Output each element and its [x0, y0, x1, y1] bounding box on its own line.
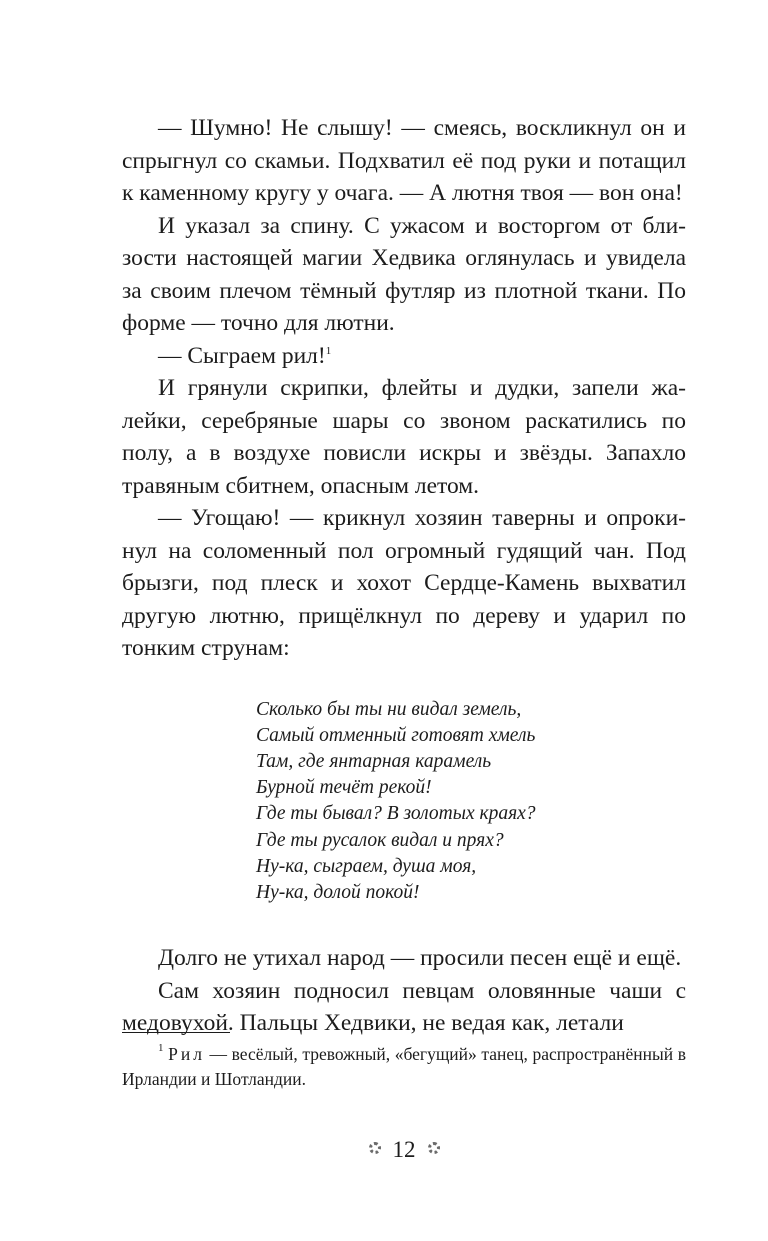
verse-line: Сколько бы ты ни видал земель,	[256, 698, 522, 720]
verse-line: Бурной течёт рекой!	[256, 777, 432, 799]
verse-line: Ну-ка, долой покой!	[256, 881, 420, 903]
verse-line: Где ты русалок видал и прях?	[256, 829, 504, 851]
paragraph: Долго не утихал народ — просили песен ещё и ещё.	[158, 945, 682, 972]
footnote-divider	[122, 1032, 230, 1033]
page-footer	[0, 1136, 768, 1164]
footnote-text: — весёлый, тревожный, «бегущий» танец, распространённый в Ирландии и Шотландии.	[122, 1044, 687, 1089]
closing-text	[122, 942, 686, 1040]
paragraph	[122, 340, 686, 373]
paragraph: Сам хозяин подносил певцам оловянные чаши с медовухой. Пальцы Хедвики, не ведая как, летали	[122, 977, 686, 1037]
footnote-term: Рил	[168, 1044, 205, 1064]
verse-line: Там, где янтарная карамель	[256, 750, 492, 772]
paragraph: И грянули скрипки, флейты и дудки, запели жалейки, серебряные шары со звоном раскатились по полу, а в воздухе повисли искры и звёзды. Запахло травяным сбитнем, опасным летом.	[122, 375, 686, 499]
reel-line: — Сыграем рил!	[158, 342, 326, 369]
paragraph: — Шумно! Не слышу! — смеясь, воскликнул он и спрыгнул со скамьи. Подхватил её под руки и потащил к каменному кругу у очага. — А лютня твоя — вон она!	[122, 115, 686, 206]
page-body	[122, 112, 686, 1040]
ornament-right-icon	[428, 1142, 440, 1154]
paragraph: И указал за спину. С ужасом и восторгом от близости настоящей магии Хедвика оглянулась и увидела за своим плечом тёмный футляр из плотной ткани. По форме — точно для лютни.	[122, 212, 686, 336]
song-verse	[256, 697, 686, 907]
footnote-reference[interactable]: 1	[325, 344, 332, 357]
verse-line: Самый отменный готовят хмель	[256, 724, 536, 746]
verse-line: Ну-ка, сыграем, душа моя,	[256, 855, 477, 877]
footnote	[122, 1042, 686, 1092]
main-text	[122, 112, 686, 665]
footnote-mark: 1	[158, 1042, 164, 1054]
verse-line: Где ты бывал? В золотых краях?	[256, 803, 536, 825]
page-number: 12	[392, 1137, 416, 1162]
ornament-left-icon	[369, 1142, 381, 1154]
paragraph: — Угощаю! — крикнул хозяин таверны и опрокинул на соломенный пол огромный гудящий чан. Под брызги, под плеск и хохот Сердце-Камень выхватил другую лютню, прищёлкнул по дереву и ударил по тонким струнам:	[122, 505, 686, 661]
